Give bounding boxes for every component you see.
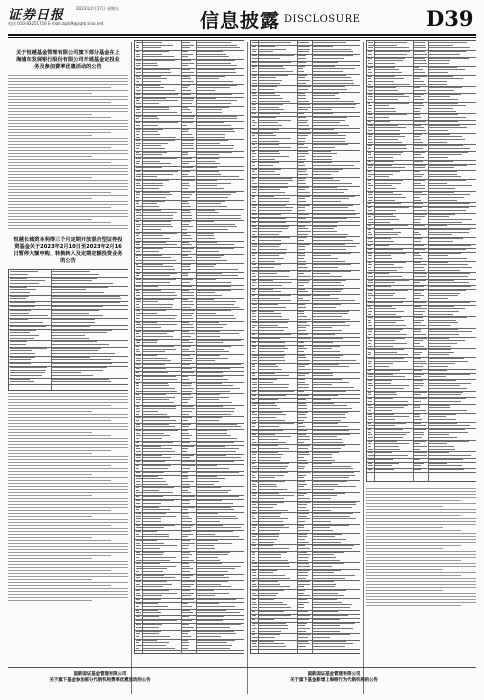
text-line xyxy=(8,567,128,568)
footer-right-title: 关于旗下基金新增上海银行为代销机构的公告 xyxy=(290,678,378,683)
column-divider xyxy=(247,42,248,694)
text-line xyxy=(8,456,128,457)
text-line xyxy=(8,132,111,133)
text-line xyxy=(8,504,128,505)
text-line xyxy=(8,465,111,466)
text-line xyxy=(8,189,128,190)
text-line xyxy=(366,605,461,606)
issue-date: 2023年2月17日 星期五 xyxy=(76,6,120,11)
text-line xyxy=(8,495,92,496)
text-line xyxy=(8,78,128,79)
contact-line: 电话 010-83251716 E-mail:zqrb9@zqrb.sina.net xyxy=(8,21,104,26)
text-line xyxy=(8,165,128,166)
text-line xyxy=(8,417,128,418)
text-line xyxy=(8,564,128,565)
announcement-title-2: 恒越长城资本利得三个月定期开放混合型证券投资基金关于2023年2月10日至2023年2月16日暂停大额申购、转换转入及定期定额投资业务的公告 xyxy=(13,237,123,264)
text-line xyxy=(366,530,461,531)
footer-announcement-left xyxy=(30,672,170,684)
fund-list-table xyxy=(250,40,360,652)
text-line xyxy=(8,444,128,445)
masthead-rule-thin xyxy=(8,37,476,38)
column-3 xyxy=(250,40,360,658)
text-line xyxy=(8,459,128,460)
text-line xyxy=(8,510,111,511)
text-line xyxy=(8,480,111,481)
text-line xyxy=(8,147,111,148)
text-line xyxy=(8,534,128,535)
column-1 xyxy=(8,40,128,658)
text-line xyxy=(366,584,476,585)
text-line xyxy=(8,423,128,424)
text-line xyxy=(366,569,443,570)
text-line xyxy=(8,450,111,451)
text-line xyxy=(8,216,128,217)
text-line xyxy=(8,597,128,598)
text-line xyxy=(8,192,111,193)
column-4 xyxy=(366,40,476,658)
text-line xyxy=(366,545,461,546)
table-row xyxy=(367,472,476,473)
text-line xyxy=(8,591,128,592)
text-line xyxy=(8,552,128,553)
text-line xyxy=(366,494,476,495)
text-line xyxy=(8,579,92,580)
text-line xyxy=(8,441,128,442)
text-line xyxy=(366,572,476,573)
text-line xyxy=(366,539,476,540)
text-line xyxy=(8,519,128,520)
text-line xyxy=(8,96,128,97)
text-line xyxy=(366,488,476,489)
text-line xyxy=(8,135,92,136)
text-line xyxy=(8,561,128,562)
text-line xyxy=(8,513,128,514)
text-line xyxy=(8,582,128,583)
text-line xyxy=(8,114,92,115)
text-line xyxy=(366,578,476,579)
text-line xyxy=(8,111,128,112)
text-line xyxy=(8,204,128,205)
text-line xyxy=(8,222,111,223)
text-line xyxy=(8,150,128,151)
text-line xyxy=(8,156,92,157)
text-line xyxy=(366,554,476,555)
text-line xyxy=(8,183,128,184)
text-line xyxy=(8,219,92,220)
table-row xyxy=(9,384,128,385)
text-line xyxy=(8,594,128,595)
text-line xyxy=(366,596,476,597)
text-line xyxy=(366,497,476,498)
text-line xyxy=(8,462,128,463)
text-line xyxy=(8,105,128,106)
text-line xyxy=(8,414,128,415)
text-line xyxy=(8,120,128,121)
text-line xyxy=(8,438,128,439)
text-line xyxy=(366,524,476,525)
text-line xyxy=(8,558,92,559)
text-line xyxy=(8,144,128,145)
text-line xyxy=(366,593,476,594)
text-line xyxy=(366,563,476,564)
text-line xyxy=(8,396,128,397)
text-line xyxy=(366,533,476,534)
text-line xyxy=(8,471,128,472)
text-line xyxy=(8,138,128,139)
text-line xyxy=(8,225,128,226)
text-line xyxy=(8,159,128,160)
announcement-title-1: 关于恒越基金管理有限公司旗下部分基金在上海浦东发展银行股份有限公司开通基金定投业务及参加费率优惠活动的公告 xyxy=(16,50,120,70)
text-line xyxy=(8,516,92,517)
text-line xyxy=(8,177,92,178)
text-line xyxy=(8,474,92,475)
text-line xyxy=(8,198,92,199)
text-line xyxy=(8,399,128,400)
text-line xyxy=(8,405,111,406)
text-line xyxy=(8,489,128,490)
text-line xyxy=(366,557,476,558)
text-line xyxy=(8,453,92,454)
text-line xyxy=(8,435,111,436)
text-line xyxy=(8,162,111,163)
text-line xyxy=(366,599,476,600)
text-line xyxy=(366,500,461,501)
text-line xyxy=(8,600,92,601)
table-row xyxy=(251,649,360,650)
text-line xyxy=(8,117,111,118)
text-line xyxy=(8,483,128,484)
text-line xyxy=(8,153,128,154)
column-divider xyxy=(131,42,132,694)
footer-announcement-right xyxy=(254,672,414,684)
text-line xyxy=(8,84,128,85)
text-line xyxy=(8,522,128,523)
text-line xyxy=(8,486,128,487)
text-line xyxy=(8,102,111,103)
text-line xyxy=(366,590,443,591)
text-line xyxy=(366,560,461,561)
text-line xyxy=(366,518,476,519)
text-line xyxy=(8,141,128,142)
masthead xyxy=(0,0,484,40)
issue-info xyxy=(76,6,119,11)
text-line xyxy=(8,108,128,109)
text-line xyxy=(8,228,128,229)
table-row xyxy=(135,650,244,651)
text-line xyxy=(8,546,128,547)
text-line xyxy=(8,531,128,532)
text-line xyxy=(366,515,461,516)
footer-right-company: 国新国证基金管理有限公司 xyxy=(307,672,361,677)
table-grid xyxy=(8,269,128,391)
text-line xyxy=(8,426,128,427)
text-line xyxy=(8,420,111,421)
text-line xyxy=(8,180,128,181)
text-line xyxy=(8,468,128,469)
fund-list-table xyxy=(134,40,244,652)
section-title: 信息披露 xyxy=(200,10,281,32)
announcement-body-2 xyxy=(8,393,128,601)
text-line xyxy=(366,566,476,567)
text-line xyxy=(8,549,128,550)
footer-rule xyxy=(8,667,476,668)
text-line xyxy=(8,555,111,556)
text-line xyxy=(8,210,128,211)
text-line xyxy=(366,581,476,582)
text-line xyxy=(366,602,476,603)
page-number: D39 xyxy=(426,6,474,31)
text-line xyxy=(8,90,128,91)
text-line xyxy=(366,551,476,552)
announcement-table xyxy=(8,269,128,389)
text-line xyxy=(366,542,476,543)
text-line xyxy=(8,537,92,538)
text-line xyxy=(8,507,128,508)
text-line xyxy=(8,525,111,526)
masthead-rule xyxy=(8,34,476,36)
text-line xyxy=(8,402,128,403)
table-grid xyxy=(366,40,476,482)
column-2 xyxy=(134,40,244,658)
text-line xyxy=(8,87,111,88)
text-line xyxy=(8,477,128,478)
text-line xyxy=(366,503,476,504)
text-line xyxy=(366,548,443,549)
text-line xyxy=(8,570,111,571)
text-line xyxy=(8,408,128,409)
newspaper-logo: 证券日报 xyxy=(8,8,65,23)
text-line xyxy=(366,491,476,492)
footer-left-title: 关于旗下基金参加部分代销机构费率优惠活动的公告 xyxy=(49,678,151,683)
text-line xyxy=(8,75,128,76)
text-line xyxy=(8,126,128,127)
table-grid xyxy=(250,40,360,654)
table-grid xyxy=(134,40,244,654)
text-line xyxy=(8,129,128,130)
text-line xyxy=(8,207,111,208)
text-line xyxy=(8,492,128,493)
text-line xyxy=(8,93,92,94)
text-line xyxy=(366,506,443,507)
text-line xyxy=(8,588,128,589)
announcement-body-3 xyxy=(366,488,476,606)
text-line xyxy=(366,587,476,588)
text-line xyxy=(8,168,128,169)
fund-list-table xyxy=(366,40,476,480)
text-line xyxy=(8,447,128,448)
text-line xyxy=(8,498,128,499)
text-line xyxy=(8,543,128,544)
text-line xyxy=(366,527,443,528)
text-line xyxy=(8,123,128,124)
text-line xyxy=(8,576,128,577)
text-line xyxy=(8,429,128,430)
text-line xyxy=(8,195,128,196)
text-line xyxy=(8,573,128,574)
footer-left-company: 国新国证基金管理有限公司 xyxy=(73,672,127,677)
column-divider xyxy=(363,42,364,694)
text-line xyxy=(8,393,128,394)
text-line xyxy=(366,521,476,522)
text-line xyxy=(8,81,128,82)
text-line xyxy=(366,575,461,576)
text-line xyxy=(8,411,92,412)
text-line xyxy=(8,585,111,586)
text-line xyxy=(8,501,128,502)
text-line xyxy=(366,509,476,510)
text-line xyxy=(8,432,92,433)
text-line xyxy=(8,99,128,100)
text-line xyxy=(8,201,128,202)
text-line xyxy=(8,528,128,529)
text-line xyxy=(8,171,128,172)
text-line xyxy=(8,174,128,175)
text-line xyxy=(366,512,476,513)
text-line xyxy=(8,540,111,541)
section-title-english: DISCLOSURE xyxy=(284,14,361,25)
text-line xyxy=(8,186,128,187)
text-line xyxy=(366,536,476,537)
text-line xyxy=(8,213,128,214)
announcement-body-1 xyxy=(8,75,128,229)
